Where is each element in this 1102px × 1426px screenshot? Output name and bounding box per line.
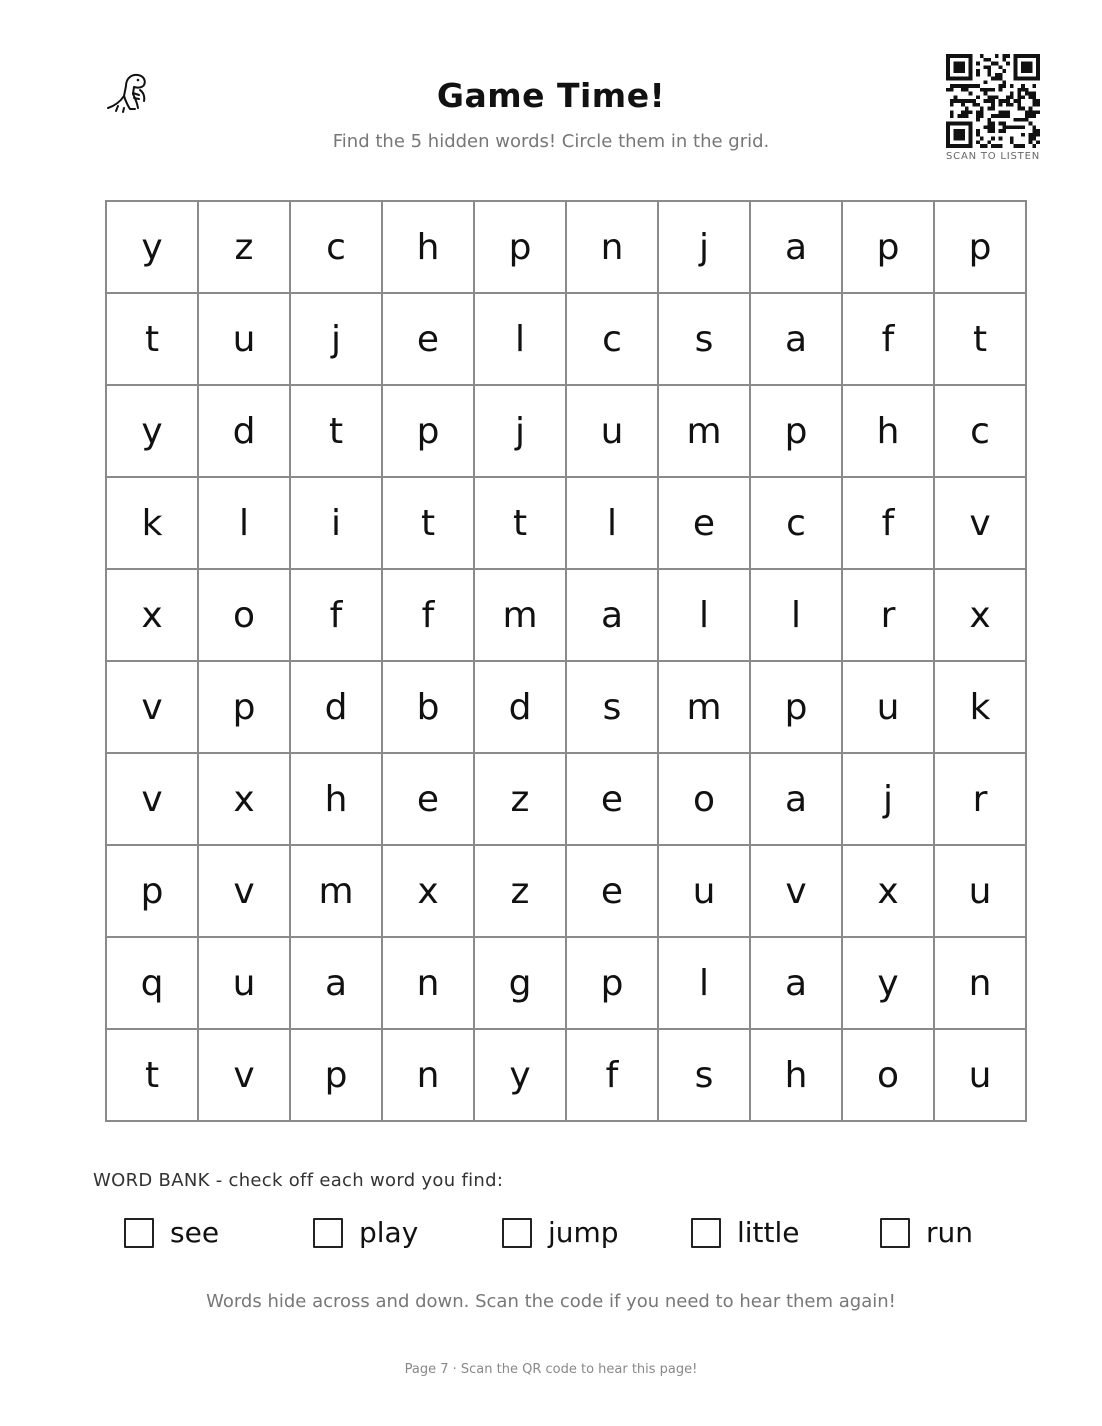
grid-cell[interactable]: v xyxy=(199,846,291,938)
grid-cell[interactable]: z xyxy=(199,202,291,294)
grid-cell[interactable]: p xyxy=(567,938,659,1030)
word-checkbox[interactable] xyxy=(691,1218,721,1248)
grid-cell[interactable]: n xyxy=(383,1030,475,1122)
grid-cell[interactable]: y xyxy=(107,386,199,478)
grid-cell[interactable]: d xyxy=(199,386,291,478)
grid-cell[interactable]: l xyxy=(751,570,843,662)
grid-cell[interactable]: h xyxy=(751,1030,843,1122)
grid-cell[interactable]: n xyxy=(383,938,475,1030)
grid-cell[interactable]: s xyxy=(567,662,659,754)
grid-cell[interactable]: l xyxy=(199,478,291,570)
grid-cell[interactable]: t xyxy=(107,1030,199,1122)
grid-cell[interactable]: y xyxy=(843,938,935,1030)
page-footer: Page 7 · Scan the QR code to hear this page! xyxy=(404,1362,698,1377)
grid-cell[interactable]: y xyxy=(475,1030,567,1122)
grid-cell[interactable]: x xyxy=(843,846,935,938)
grid-cell[interactable]: v xyxy=(107,754,199,846)
grid-cell[interactable]: j xyxy=(475,386,567,478)
word-bank-word: play xyxy=(359,1216,419,1249)
word-bank-item[interactable] xyxy=(502,1216,691,1249)
word-bank-word: little xyxy=(737,1216,800,1249)
grid-cell[interactable]: p xyxy=(107,846,199,938)
grid-cell[interactable]: p xyxy=(843,202,935,294)
grid-cell[interactable]: x xyxy=(199,754,291,846)
qr-label: SCAN TO LISTEN xyxy=(946,151,1040,162)
grid-cell[interactable]: m xyxy=(291,846,383,938)
grid-cell[interactable]: u xyxy=(935,846,1027,938)
word-bank-word: run xyxy=(926,1216,974,1249)
grid-cell[interactable]: t xyxy=(475,478,567,570)
qr-code-icon[interactable] xyxy=(946,54,1040,148)
grid-cell[interactable]: p xyxy=(199,662,291,754)
page-subtitle: Find the 5 hidden words! Circle them in the grid. xyxy=(332,131,770,152)
word-checkbox[interactable] xyxy=(502,1218,532,1248)
grid-cell[interactable]: e xyxy=(567,846,659,938)
grid-cell[interactable]: p xyxy=(935,202,1027,294)
grid-cell[interactable]: j xyxy=(659,202,751,294)
grid-cell[interactable]: u xyxy=(199,938,291,1030)
grid-cell[interactable]: a xyxy=(751,294,843,386)
grid-cell[interactable]: l xyxy=(659,938,751,1030)
grid-cell[interactable]: p xyxy=(383,386,475,478)
grid-cell[interactable]: p xyxy=(751,386,843,478)
word-bank-item[interactable] xyxy=(124,1216,313,1249)
grid-cell[interactable]: p xyxy=(475,202,567,294)
grid-cell[interactable]: l xyxy=(659,570,751,662)
word-checkbox[interactable] xyxy=(124,1218,154,1248)
grid-cell[interactable]: b xyxy=(383,662,475,754)
word-bank xyxy=(124,1216,1069,1249)
grid-cell[interactable]: j xyxy=(291,294,383,386)
grid-cell[interactable]: o xyxy=(843,1030,935,1122)
grid-cell[interactable]: i xyxy=(291,478,383,570)
grid-cell[interactable]: u xyxy=(199,294,291,386)
word-checkbox[interactable] xyxy=(880,1218,910,1248)
grid-cell[interactable]: y xyxy=(107,202,199,294)
grid-cell[interactable]: x xyxy=(935,570,1027,662)
grid-cell[interactable]: a xyxy=(751,754,843,846)
word-bank-item[interactable] xyxy=(313,1216,502,1249)
grid-cell[interactable]: t xyxy=(291,386,383,478)
grid-cell[interactable]: r xyxy=(935,754,1027,846)
qr-code-block[interactable] xyxy=(946,54,1040,162)
grid-cell[interactable]: k xyxy=(935,662,1027,754)
grid-cell[interactable]: p xyxy=(291,1030,383,1122)
grid-cell[interactable]: o xyxy=(199,570,291,662)
grid-cell[interactable]: t xyxy=(935,294,1027,386)
grid-cell[interactable]: v xyxy=(751,846,843,938)
grid-cell[interactable]: x xyxy=(107,570,199,662)
grid-cell[interactable]: x xyxy=(383,846,475,938)
grid-cell[interactable]: f xyxy=(291,570,383,662)
grid-cell[interactable]: h xyxy=(843,386,935,478)
grid-cell[interactable]: h xyxy=(291,754,383,846)
grid-cell[interactable]: a xyxy=(291,938,383,1030)
grid-cell[interactable]: t xyxy=(383,478,475,570)
grid-cell[interactable]: j xyxy=(843,754,935,846)
grid-cell[interactable]: v xyxy=(107,662,199,754)
grid-cell[interactable]: p xyxy=(751,662,843,754)
grid-cell[interactable]: f xyxy=(567,1030,659,1122)
page-title: Game Time! xyxy=(436,76,666,115)
grid-cell[interactable]: e xyxy=(659,478,751,570)
grid-cell[interactable]: c xyxy=(567,294,659,386)
grid-cell[interactable]: e xyxy=(383,294,475,386)
grid-cell[interactable]: l xyxy=(475,294,567,386)
grid-cell[interactable]: e xyxy=(383,754,475,846)
grid-cell[interactable]: n xyxy=(935,938,1027,1030)
grid-cell[interactable]: c xyxy=(291,202,383,294)
grid-cell[interactable]: u xyxy=(567,386,659,478)
word-search-grid[interactable] xyxy=(105,200,1027,1122)
grid-cell[interactable]: n xyxy=(567,202,659,294)
word-bank-title: WORD BANK - check off each word you find: xyxy=(93,1170,504,1191)
hint-text: Words hide across and down. Scan the code if you need to hear them again! xyxy=(206,1291,896,1312)
grid-cell[interactable]: a xyxy=(567,570,659,662)
word-bank-item[interactable] xyxy=(691,1216,880,1249)
grid-cell[interactable]: z xyxy=(475,846,567,938)
grid-cell[interactable]: f xyxy=(843,478,935,570)
grid-cell[interactable]: m xyxy=(659,662,751,754)
word-bank-word: see xyxy=(170,1216,220,1249)
grid-cell[interactable]: q xyxy=(107,938,199,1030)
grid-cell[interactable]: u xyxy=(935,1030,1027,1122)
grid-cell[interactable]: l xyxy=(567,478,659,570)
grid-cell[interactable]: k xyxy=(107,478,199,570)
grid-cell[interactable]: m xyxy=(659,386,751,478)
grid-cell[interactable]: e xyxy=(567,754,659,846)
grid-cell[interactable]: t xyxy=(107,294,199,386)
grid-cell[interactable]: o xyxy=(659,754,751,846)
grid-cell[interactable]: c xyxy=(751,478,843,570)
grid-cell[interactable]: u xyxy=(659,846,751,938)
grid-cell[interactable]: d xyxy=(291,662,383,754)
grid-cell[interactable]: s xyxy=(659,1030,751,1122)
grid-cell[interactable]: f xyxy=(383,570,475,662)
grid-cell[interactable]: a xyxy=(751,202,843,294)
grid-cell[interactable]: s xyxy=(659,294,751,386)
grid-cell[interactable]: v xyxy=(935,478,1027,570)
word-bank-word: jump xyxy=(548,1216,619,1249)
grid-cell[interactable]: v xyxy=(199,1030,291,1122)
grid-cell[interactable]: d xyxy=(475,662,567,754)
word-bank-item[interactable] xyxy=(880,1216,1069,1249)
grid-cell[interactable]: r xyxy=(843,570,935,662)
grid-cell[interactable]: f xyxy=(843,294,935,386)
grid-cell[interactable]: h xyxy=(383,202,475,294)
word-checkbox[interactable] xyxy=(313,1218,343,1248)
grid-cell[interactable]: z xyxy=(475,754,567,846)
grid-cell[interactable]: a xyxy=(751,938,843,1030)
grid-cell[interactable]: g xyxy=(475,938,567,1030)
grid-cell[interactable]: u xyxy=(843,662,935,754)
grid-cell[interactable]: c xyxy=(935,386,1027,478)
grid-cell[interactable]: m xyxy=(475,570,567,662)
